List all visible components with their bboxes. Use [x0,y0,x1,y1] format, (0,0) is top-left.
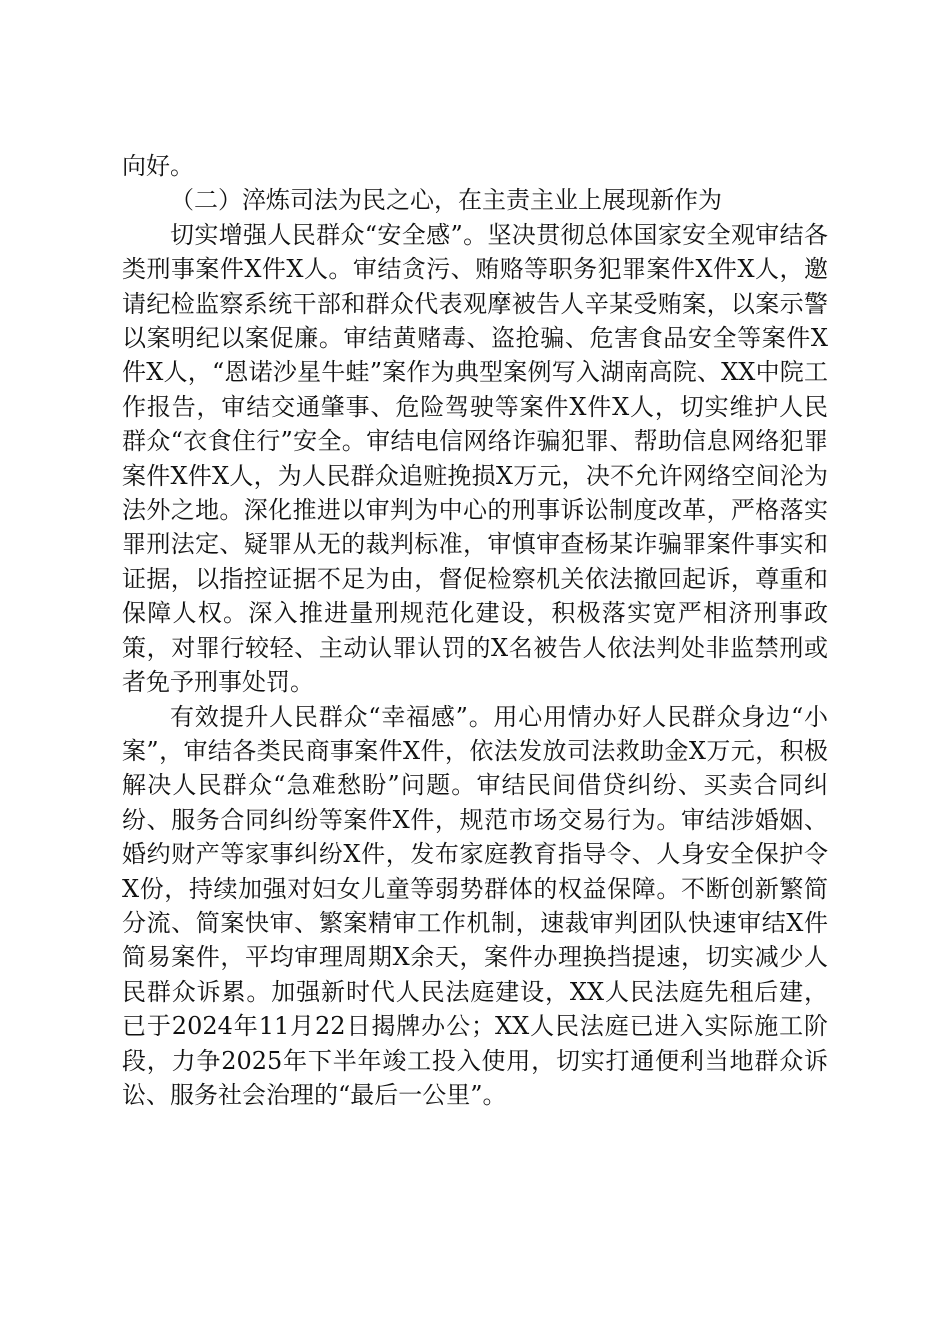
paragraph-continuation: 向好。 [122,152,194,180]
section-heading: （二）淬炼司法为民之心，在主责主业上展现新作为 [170,186,722,215]
paragraph-happiness: 有效提升人民群众“幸福感”。用心用情办好人民群众身边“小案”，审结各类民商事案件X件，依法发放司法救助金X万元，积极解决人民群众“急难愁盼”问题。审结民间借贷纠纷、买卖合同纠纷、服务合同纠纷等案件X件，规范市场交易行为。审结涉婚姻、婚约财产等家事纠纷X件，发布家庭教育指导令、人身安全保护令X份，持续加强对妇女儿童等弱势群体的权益保障。不断创新繁简分流、简案快审、繁案精审工作机制，速裁审判团队快速审结X件简易案件，平均审理周期X余天，案件办理换挡提速，切实减少人民群众诉累。加强新时代人民法庭建设，XX人民法庭先租后建，已于2024年11月22日揭牌办公；XX人民法庭已进入实际施工阶段，力争2025年下半年竣工投入使用，切实打通便利当地群众诉讼、服务社会治理的“最后一公里”。 [122,702,828,1109]
document-body [122,149,828,1112]
paragraph-safety: 切实增强人民群众“安全感”。坚决贯彻总体国家安全观审结各类刑事案件X件X人。审结贪污、贿赂等职务犯罪案件X件X人，邀请纪检监察系统干部和群众代表观摩被告人辛某受贿案，以案示警以案明纪以案促廉。审结黄赌毒、盗抢骗、危害食品安全等案件X件X人，“恩诺沙星牛蛙”案作为典型案例写入湖南高院、XX中院工作报告，审结交通肇事、危险驾驶等案件X件X人，切实维护人民群众“衣食住行”安全。审结电信网络诈骗犯罪、帮助信息网络犯罪案件X件X人，为人民群众追赃挽损X万元，决不允许网络空间沦为法外之地。深化推进以审判为中心的刑事诉讼制度改革，严格落实罪刑法定、疑罪从无的裁判标准，审慎审查杨某诈骗罪案件事实和证据，以指控证据不足为由，督促检察机关依法撤回起诉，尊重和保障人权。深入推进量刑规范化建设，积极落实宽严相济刑事政策，对罪行较轻、主动认罪认罚的X名被告人依法判处非监禁刑或者免予刑事处罚。 [122,220,828,697]
